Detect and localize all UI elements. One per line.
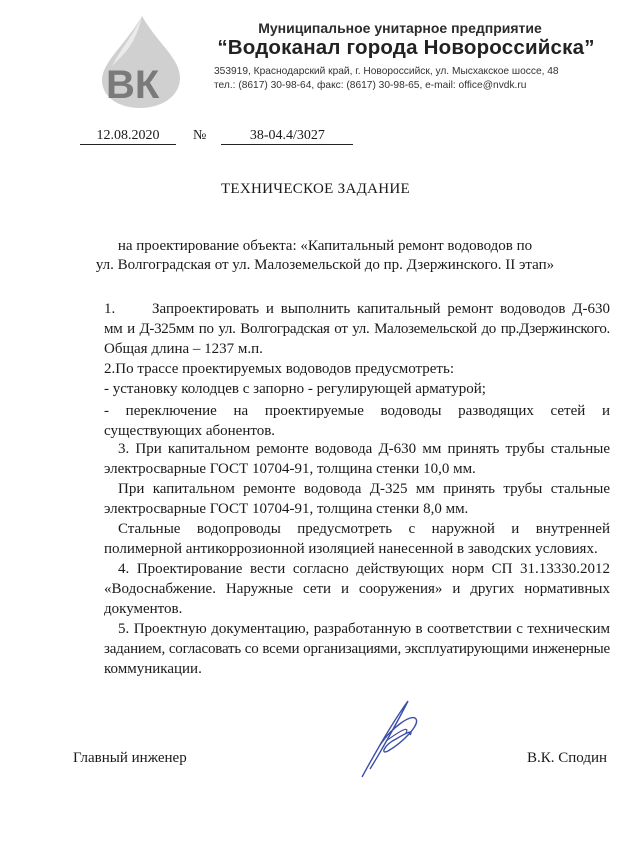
number-sign: №	[193, 128, 207, 143]
document-date: 12.08.2020	[80, 128, 176, 145]
p1-line-3: Общая длина – 1237 м.п.	[104, 341, 263, 357]
p3b-line-1: При капитальном ремонте водовода Д-325 мм принять трубы стальные	[118, 481, 610, 497]
p5-line-3: коммуникации.	[104, 661, 202, 677]
org-type: Муниципальное унитарное предприятие	[258, 20, 542, 36]
p1-number: 1.	[104, 301, 116, 317]
p1-line-1: Запроектировать и выполнить капитальный ремонт водоводов Д-630	[152, 301, 610, 317]
p2-line-3: - переключение на проектируемые водоводы разводящих сетей и	[104, 403, 610, 419]
subtitle-line-1: на проектирование объекта: «Капитальный ремонт водоводов по	[117, 238, 533, 254]
p2-line-4: существующих абонентов.	[104, 423, 276, 439]
signer-name: В.К. Сподин	[526, 750, 607, 766]
company-logo	[84, 14, 194, 110]
p3-line-1: 3. При капитальном ремонте водовода Д-630 мм принять трубы стальные	[118, 441, 610, 457]
signature-icon	[340, 695, 450, 780]
p5-line-2: заданием, согласовать со всеми организациями, эксплуатирующими инженерные	[104, 641, 610, 657]
document-number: 38-04.4/3027	[221, 128, 353, 145]
p3-line-2: электросварные ГОСТ 10704-91, толщина стенки 10,0 мм.	[104, 461, 476, 477]
logo-text: ВК	[106, 63, 160, 107]
document-title: ТЕХНИЧЕСКОЕ ЗАДАНИЕ	[220, 181, 411, 197]
p5-line-1: 5. Проектную документацию, разработанную в соответствии с техническим	[118, 621, 610, 637]
signer-position: Главный инженер	[73, 750, 187, 766]
subtitle-line-2: ул. Волгоградская от ул. Малоземельской до пр. Дзержинского. II этап»	[95, 257, 555, 273]
p3c-line-2: полимерной антикоррозионной изоляцией нанесенной в заводских условиях.	[104, 541, 598, 557]
org-address: 353919, Краснодарский край, г. Новороссийск, ул. Мысхакское шоссе, 48	[214, 66, 559, 77]
p3c-line-1: Стальные водопроводы предусмотреть с наружной и внутренней	[118, 521, 610, 537]
org-contacts: тел.: (8617) 30-98-64, факс: (8617) 30-98-65, e-mail: office@nvdk.ru	[214, 80, 527, 91]
document-meta	[80, 128, 353, 145]
org-name: “Водоканал города Новороссийска”	[217, 36, 595, 59]
p1-line-2: мм и Д-325мм по ул. Волгоградская от ул. Малоземельской до пр.Дзержинского.	[104, 321, 610, 337]
p4-line-2: «Водоснабжение. Наружные сети и сооружения» и других нормативных	[104, 581, 610, 597]
p2-line-2: - установку колодцев с запорно - регулирующей арматурой;	[104, 381, 486, 397]
p3b-line-2: электросварные ГОСТ 10704-91, толщина стенки 8,0 мм.	[104, 501, 469, 517]
p4-line-1: 4. Проектирование вести согласно действующих норм СП 31.13330.2012	[118, 561, 610, 577]
p4-line-3: документов.	[104, 601, 183, 617]
p2-line-1: 2.По трассе проектируемых водоводов предусмотреть:	[104, 361, 454, 377]
